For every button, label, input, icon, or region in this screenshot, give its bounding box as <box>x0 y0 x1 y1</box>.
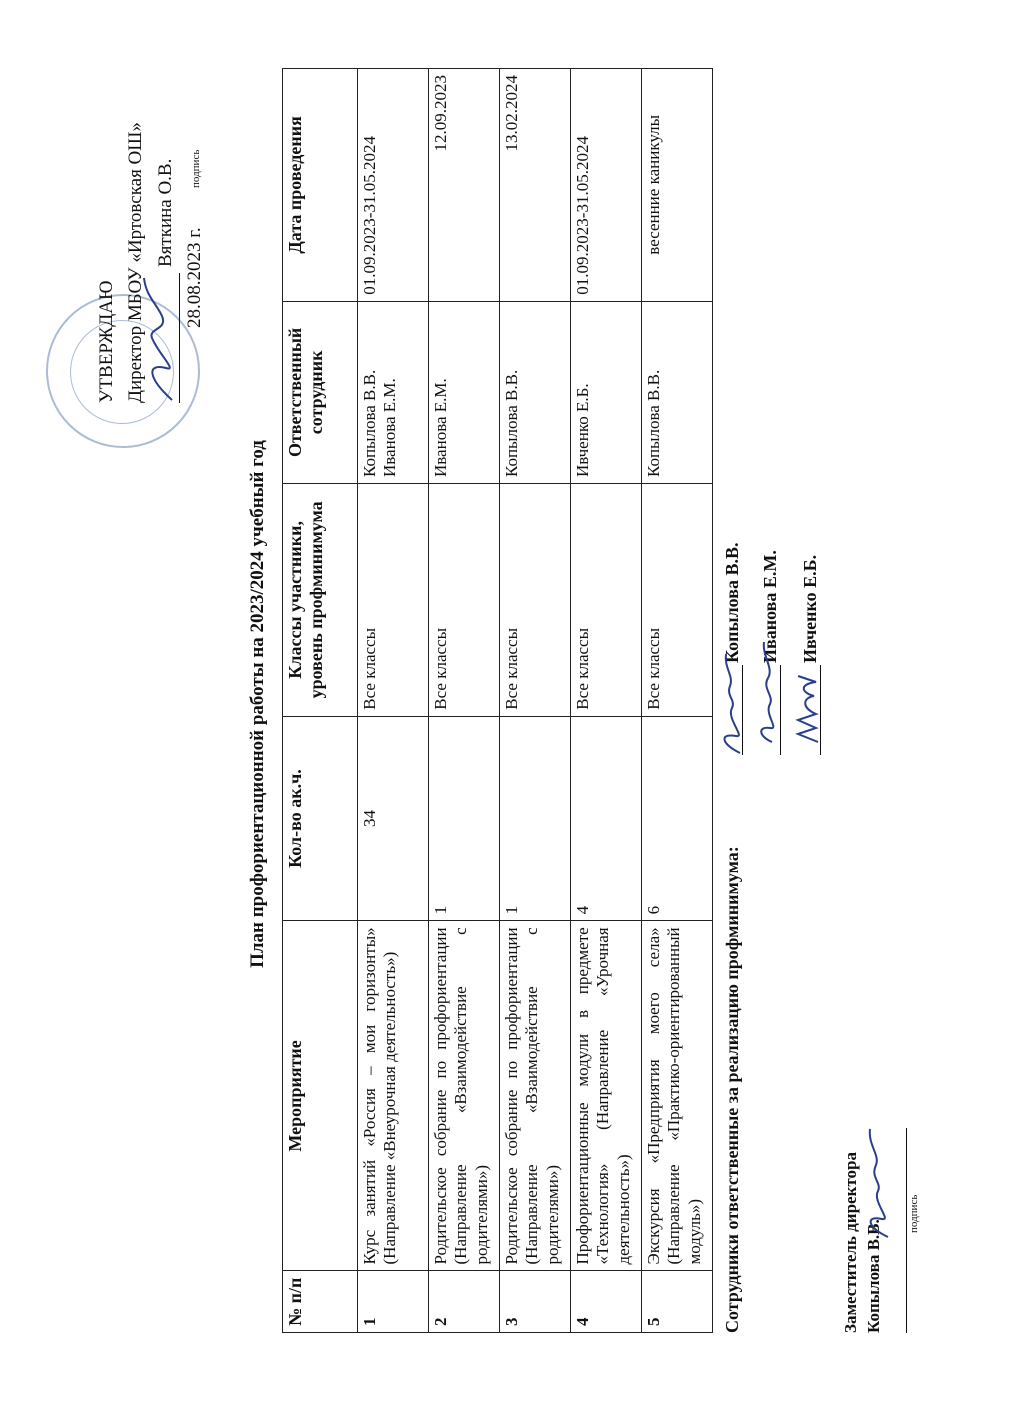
table-row <box>500 69 571 1333</box>
staff-name: Копылова В.В. <box>722 542 742 663</box>
document-title: План профориентационной работы на 2023/2024 учебный год <box>247 440 268 968</box>
cell-hours: 4 <box>571 716 642 921</box>
cell-hours: 6 <box>642 716 713 921</box>
responsible-name: Копылова В.В. <box>360 369 379 478</box>
cell-event: Родительское собрание по профориентации (Направление «Взаимодействие с родителями») <box>429 921 500 1271</box>
staff-signature-3 <box>792 658 824 748</box>
cell-hours: 1 <box>429 716 500 921</box>
deputy-name: Копылова В.В. <box>863 1219 883 1333</box>
cell-date: весенние каникулы <box>642 69 713 302</box>
deputy-signature <box>860 1123 896 1243</box>
cell-date: 12.09.2023 <box>429 69 500 302</box>
cell-num: 4 <box>571 1271 642 1333</box>
approval-date: 28.08.2023 г. <box>184 227 206 328</box>
cell-classes: Все классы <box>429 484 500 717</box>
header-hours: Кол-во ак.ч. <box>283 716 358 921</box>
cell-num: 1 <box>358 1271 429 1333</box>
cell-event: Родительское собрание по профориентации (Направление «Взаимодействие с родителями») <box>500 921 571 1271</box>
responsible-name: Копылова В.В. <box>502 369 521 478</box>
responsible-name: Ивченко Е.Б. <box>573 383 592 478</box>
cell-date: 01.09.2023-31.05.2024 <box>358 69 429 302</box>
table-row <box>571 69 642 1333</box>
director-signature <box>138 268 183 408</box>
cell-hours: 1 <box>500 716 571 921</box>
staff-name: Ивченко Е.Б. <box>800 554 820 663</box>
cell-classes: Все классы <box>571 484 642 717</box>
cell-date: 13.02.2024 <box>500 69 571 302</box>
cell-classes: Все классы <box>358 484 429 717</box>
plan-table <box>282 68 713 1333</box>
staff-signature-1 <box>716 648 748 758</box>
deputy-signature-caption: подпись <box>907 1194 920 1233</box>
table-row <box>358 69 429 1333</box>
approval-heading: УТВЕРЖДАЮ <box>96 280 117 403</box>
header-event: Мероприятие <box>283 921 358 1271</box>
responsible-name: Иванова Е.М. <box>431 378 450 478</box>
header-classes: Классы участники, уровень профминимума <box>283 484 358 717</box>
cell-event: Экскурсия «Предприятия моего села» (Направление «Практико-ориентированный модуль») <box>642 921 713 1271</box>
cell-responsible <box>571 301 642 483</box>
cell-responsible <box>500 301 571 483</box>
approval-signature-caption: подпись <box>190 149 202 188</box>
cell-num: 3 <box>500 1271 571 1333</box>
cell-num: 5 <box>642 1271 713 1333</box>
table-header-row <box>283 69 358 1333</box>
header-date: Дата проведения <box>283 69 358 302</box>
approval-position: Директор МБОУ «Иртовская ОШ» <box>125 122 147 403</box>
header-num: № п/п <box>283 1271 358 1333</box>
cell-responsible <box>358 301 429 483</box>
table-row <box>429 69 500 1333</box>
cell-classes: Все классы <box>500 484 571 717</box>
cell-event: Профориентационные модули в предмете «Технология» (Направление «Урочная деятельность») <box>571 921 642 1271</box>
cell-event: Курс занятий «Россия – мои горизонты» (Направление «Внеурочная деятельность») <box>358 921 429 1271</box>
responsible-name: Копылова В.В. <box>644 369 663 478</box>
staff-name: Иванова Е.М. <box>760 550 780 663</box>
cell-num: 2 <box>429 1271 500 1333</box>
cell-hours: 34 <box>358 716 429 921</box>
staff-signature-2 <box>752 638 784 748</box>
deputy-position: Заместитель директора <box>841 1152 860 1333</box>
responsible-name: Иванова Е.М. <box>380 378 400 478</box>
cell-date: 01.09.2023-31.05.2024 <box>571 69 642 302</box>
staff-label: Сотрудники ответственные за реализацию профминимума: <box>722 846 742 1333</box>
approval-name: Вяткина О.В. <box>154 158 176 267</box>
cell-responsible <box>642 301 713 483</box>
table-row <box>642 69 713 1333</box>
cell-classes: Все классы <box>642 484 713 717</box>
cell-responsible <box>429 301 500 483</box>
header-responsible: Ответственный сотрудник <box>283 301 358 483</box>
